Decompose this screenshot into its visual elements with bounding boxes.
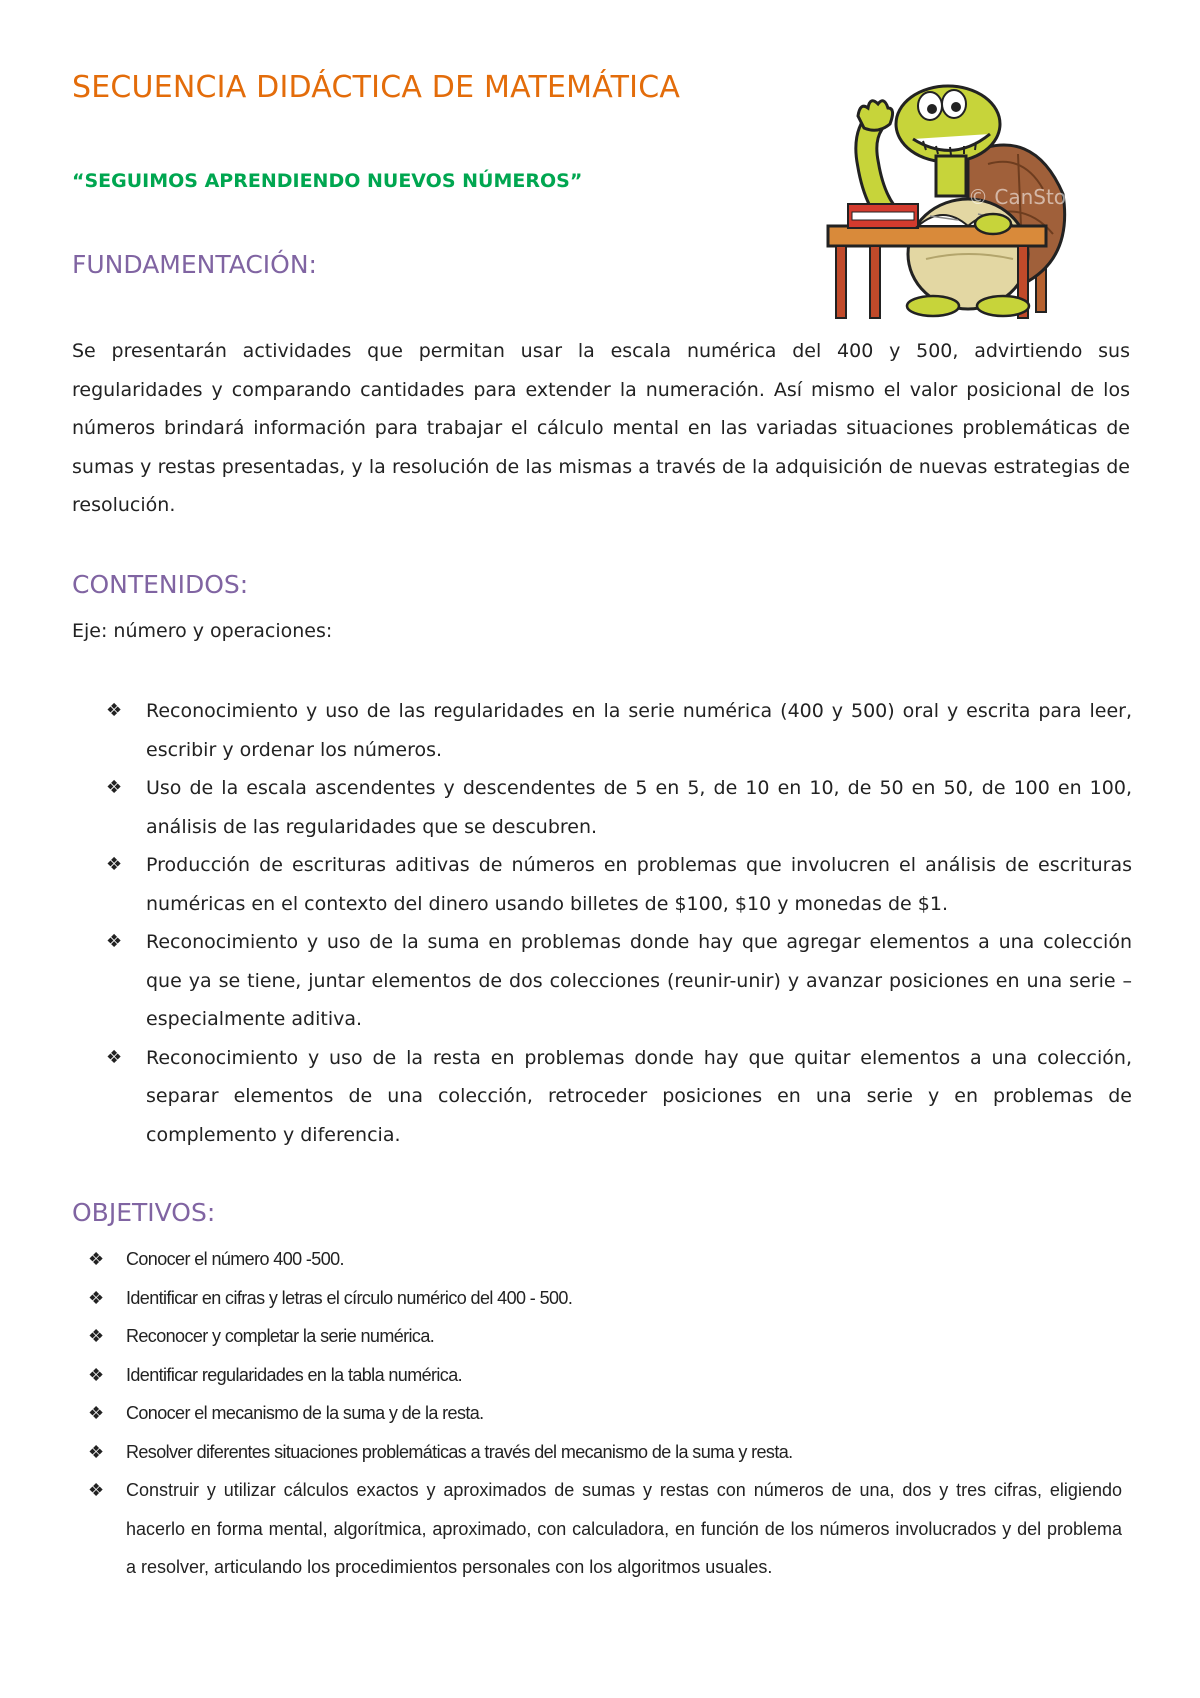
diamond-bullet-icon: ❖	[88, 1480, 105, 1500]
turtle-at-desk-illustration	[818, 84, 1098, 320]
diamond-bullet-icon: ❖	[88, 1441, 104, 1462]
diamond-bullet-icon: ❖	[88, 1364, 104, 1385]
list-item: ❖ Reconocer y completar la serie numérica.	[72, 1317, 1122, 1356]
list-item: ❖ Reconocimiento y uso de la resta en problemas donde hay que quitar elementos a una colección, separar elementos de una colección, retroceder posiciones en una serie y en problemas de complemento y diferencia.	[72, 1039, 1132, 1155]
list-item: ❖ Producción de escrituras aditivas de números en problemas que involucren el análisis de escrituras numéricas en el contexto del dinero usando billetes de $100, $10 y monedas de $1.	[72, 846, 1132, 923]
list-item: ❖ Identificar en cifras y letras el círculo numérico del 400 - 500.	[72, 1279, 1122, 1318]
list-item: ❖ Construir y utilizar cálculos exactos y aproximados de sumas y restas con números de una, dos y tres cifras, eligiendo hacerlo en forma mental, algorítmica, aproximado, con calculadora, en función de los números involucrados y del problema a resolver, articulando los procedimientos personales con los algoritmos usuales.	[72, 1471, 1122, 1587]
contenidos-list	[72, 692, 1132, 1154]
eje-label: Eje: número y operaciones:	[72, 620, 333, 642]
heading-contenidos: CONTENIDOS:	[72, 570, 249, 599]
document-subtitle: “SEGUIMOS APRENDIENDO NUEVOS NÚMEROS”	[72, 170, 583, 192]
list-item: ❖ Reconocimiento y uso de las regularidades en la serie numérica (400 y 500) oral y escrita para leer, escribir y ordenar los números.	[72, 692, 1132, 769]
watermark-text: © CanStock	[968, 185, 1089, 209]
list-item: ❖ Conocer el número 400 -500.	[72, 1240, 1122, 1279]
heading-objetivos: OBJETIVOS:	[72, 1198, 216, 1227]
list-item: ❖ Conocer el mecanismo de la suma y de la resta.	[72, 1394, 1122, 1433]
list-item: ❖ Uso de la escala ascendentes y descendentes de 5 en 5, de 10 en 10, de 50 en 50, de 100 en 100, análisis de las regularidades que se descubren.	[72, 769, 1132, 846]
list-item: ❖ Resolver diferentes situaciones problemáticas a través del mecanismo de la suma y resta.	[72, 1433, 1122, 1472]
diamond-bullet-icon: ❖	[88, 1326, 104, 1346]
list-item: ❖ Reconocimiento y uso de la suma en problemas donde hay que agregar elementos a una colección que ya se tiene, juntar elementos de dos colecciones (reunir-unir) y avanzar posiciones en una serie – especialmente aditiva.	[72, 923, 1132, 1039]
list-item: ❖ Identificar regularidades en la tabla numérica.	[72, 1356, 1122, 1395]
objetivos-list	[72, 1240, 1122, 1587]
diamond-bullet-icon: ❖	[88, 1249, 104, 1269]
diamond-bullet-icon: ❖	[106, 777, 123, 798]
diamond-bullet-icon: ❖	[106, 931, 123, 952]
diamond-bullet-icon: ❖	[106, 1046, 123, 1068]
heading-fundamentacion: FUNDAMENTACIÓN:	[72, 250, 317, 279]
fundamentacion-paragraph: Se presentarán actividades que permitan usar la escala numérica del 400 y 500, advirtiendo sus regularidades y comparando cantidades para extender la numeración. Así mismo el valor posicional de los números brindará información para trabajar el cálculo mental en las variadas situaciones problemáticas de sumas y restas presentadas, y la resolución de las mismas a través de la adquisición de nuevas estrategias de resolución.	[72, 340, 1130, 516]
diamond-bullet-icon: ❖	[88, 1287, 104, 1308]
diamond-bullet-icon: ❖	[106, 854, 123, 875]
document-title: SECUENCIA DIDÁCTICA DE MATEMÁTICA	[72, 70, 681, 105]
diamond-bullet-icon: ❖	[106, 700, 123, 721]
diamond-bullet-icon: ❖	[88, 1403, 104, 1423]
